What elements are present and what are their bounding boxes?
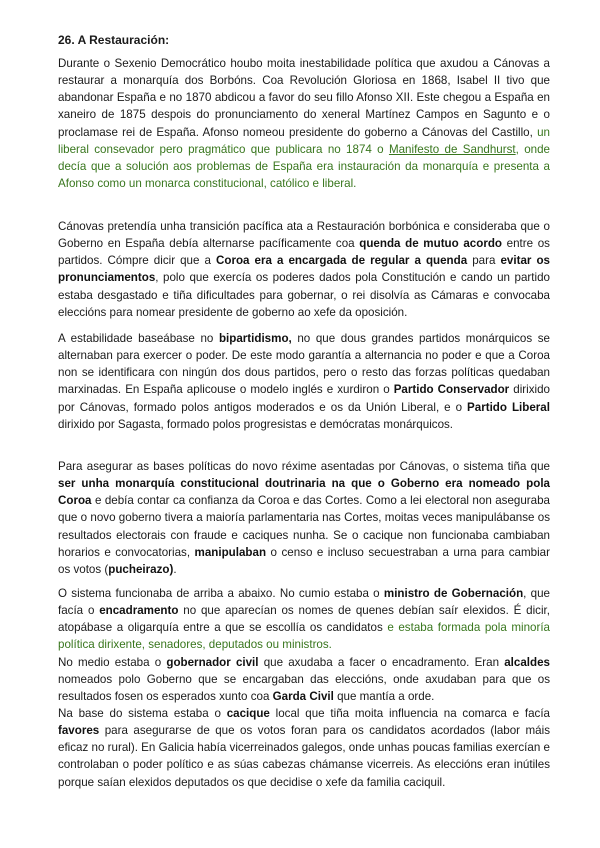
- paragraph-quenda: [58, 218, 550, 321]
- text-run: local que tiña moita influencia na comarca e facía: [269, 707, 550, 720]
- text-run: No medio estaba o: [58, 656, 167, 669]
- bold-term: quenda de mutuo acordo: [359, 237, 503, 251]
- text-run: Na base do sistema estaba o: [58, 707, 227, 720]
- bold-term: Garda Civil: [272, 690, 334, 704]
- text-run: no que dous grandes partidos monárquicos se alternaban para exercer o poder. De este modo garantía a alternancia no poder e que a Coroa non se identificara con ningún dos dous partidos, pero o resto das forzas políticas quedaban marxinadas. En España aplicouse o modelo inglés e xurdiron o: [58, 332, 550, 397]
- text-run: que mantía a orde.: [333, 690, 435, 704]
- text-run: para asegurarse de que os votos foran para os candidatos acordados (labor máis eficaz no rural). En Galicia había vicerreinados galegos, onde unhas poucas familias exercían e controlaban o poder político e as súas cabezas chámanse vicerreis. As eleccións eran inútiles porque saían elexidos deputados os que decidise o xefe da familia caciquil.: [58, 724, 550, 789]
- paragraph-bases: [58, 458, 550, 578]
- text-run: Durante o Sexenio Democrático houbo moita inestabilidade política que axudou a Cánovas a restaurar a monarquía dos Borbóns. Coa Revolución Gloriosa en 1868, Isabel II tivo que abandonar España e no 1870 abdicou a favor do seu fillo Afonso XII. Este chegou a España en xaneiro de 1875 despois do pronunciamento do xeneral Martínez Campos en Sagunto e o proclamase rei de España. Afonso nomeou presidente do goberno a Cánovas del Castillo,: [58, 57, 550, 139]
- text-run: O sistema funcionaba de arriba a abaixo. No cumio estaba o: [58, 587, 384, 600]
- bold-term: pucheirazo): [108, 562, 174, 576]
- bold-term: manipulaban: [194, 545, 267, 559]
- bold-term: ser unha monarquía constitucional doutrinaria na que o Goberno era nomeado pola Coroa: [58, 477, 550, 508]
- bold-term: Partido Conservador: [393, 383, 510, 397]
- bold-term: cacique: [226, 707, 270, 720]
- text-run: Cánovas pretendía unha transición pacífica ata a Restauración borbónica e consideraba que o Goberno en España debía alternarse pacíficamente coa: [58, 220, 550, 251]
- bold-term: Coroa era a encargada de regular a quenda: [215, 254, 468, 268]
- manifesto-link[interactable]: Manifesto de Sandhurst: [388, 142, 516, 156]
- bold-term: evitar os pronunciamentos: [58, 254, 550, 285]
- green-text-run: , onde decía que a solución aos problemas de España era instauración da monarquía e presenta a Afonso como un monarca constitucional, católico e liberal.: [58, 142, 550, 191]
- paragraph-bipartidismo: [58, 330, 550, 433]
- text-run: .: [173, 562, 177, 576]
- text-run: e debía contar ca confianza da Coroa e das Cortes. Como a lei electoral non aseguraba que o novo goberno tivera a maioría parlamentaria nas Cortes, moitas veces manipulábanse os resultados electorais con fraude e caciques nunha. Se o cacique non funcionaba cambiaban horarios e convocatorias,: [58, 494, 550, 559]
- text-run: que axudaba a facer o encadramento. Eran: [258, 656, 505, 669]
- green-text-run: un liberal consevador pero pragmático que publicara no 1874 o: [58, 125, 550, 156]
- bold-term: bipartidismo,: [218, 332, 292, 345]
- text-run: Para asegurar as bases políticas do novo réxime asentadas por Cánovas, o sistema tiña que: [58, 460, 550, 473]
- paragraph-gobernador: [58, 654, 550, 705]
- bold-term: ministro de Gobernación: [383, 587, 524, 600]
- paragraph-intro: [58, 55, 550, 192]
- text-run: , que facía o: [58, 587, 550, 618]
- text-run: entre os partidos. Cómpre dicir que a: [58, 237, 550, 268]
- paragraph-cacique: [58, 705, 550, 791]
- text-run: A estabilidade baseábase no: [58, 332, 219, 345]
- paragraph-sistema: [58, 585, 550, 654]
- green-text-run: e estaba formada pola minoría política dirixente, senadores, deputados ou ministros.: [58, 621, 550, 652]
- text-run: , polo que exercía os poderes dados pola Constitución e cando un partido estaba desgastado e tiña dificultades para gobernar, o rei disolvía as Cámaras e convocaba eleccións para nomear presidente de goberno ao xefe da oposición.: [58, 271, 550, 319]
- bold-term: Partido Liberal: [467, 400, 550, 414]
- bold-term: encadramento: [99, 604, 179, 618]
- text-run: dirixido por Cánovas, formado polos antigos moderados e os da Unión Liberal, e o: [58, 383, 550, 414]
- text-run: para: [467, 254, 501, 268]
- text-run: nomeados polo Goberno que se encargaban das eleccións, onde axudaban para que os resultados fosen os esperados xunto coa: [58, 673, 550, 704]
- bold-term: gobernador civil: [166, 656, 259, 669]
- section-title: 26. A Restauración:: [58, 33, 170, 47]
- bold-term: alcaldes: [504, 656, 550, 669]
- text-run: o censo e incluso secuestraban a urna para cambiar os votos (: [58, 545, 550, 576]
- bold-term: favores: [58, 724, 100, 738]
- text-run: no que aparecían os nomes de quenes debían saír elexidos. É dicir, atopábase a oligarquía entre a que se escollía os candidatos: [58, 604, 550, 635]
- text-run: dirixido por Sagasta, formado polos progresistas e demócratas monárquicos.: [58, 417, 454, 431]
